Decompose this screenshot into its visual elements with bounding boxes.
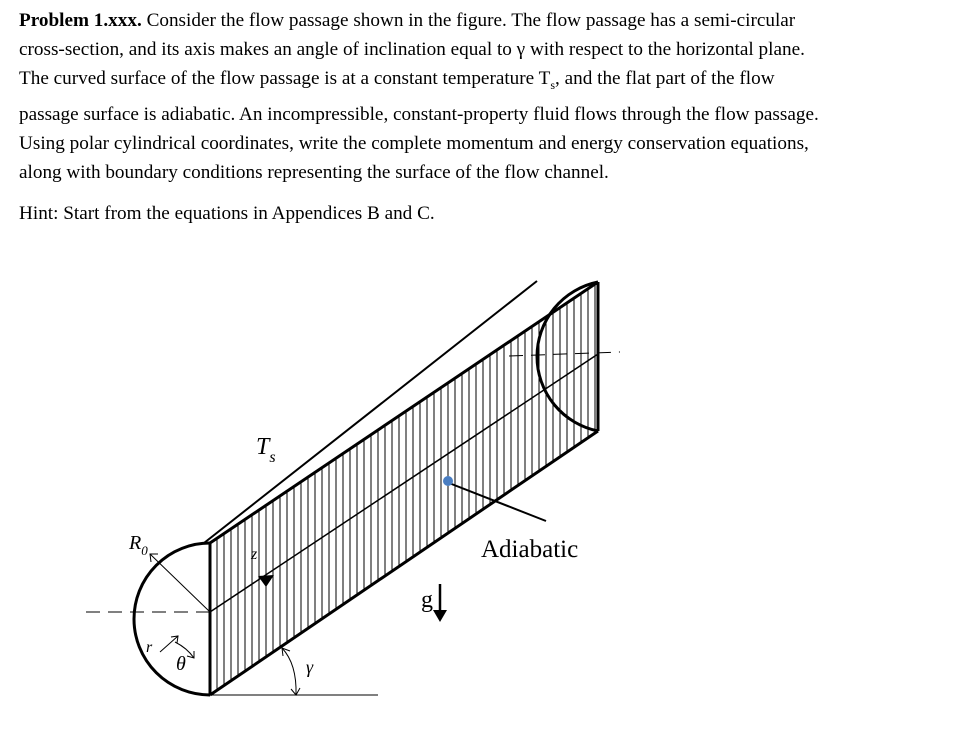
problem-line-4: passage surface is adiabatic. An incompressible, constant-property fluid flows through the flow passage.	[19, 103, 819, 125]
problem-line-3-text-b: , and the flat part of the flow	[555, 68, 775, 89]
gamma-angle-indicator	[210, 648, 378, 695]
theta-label: θ	[176, 653, 186, 675]
r0-label: $R_0$	[129, 532, 148, 558]
far-centerline	[509, 352, 620, 356]
problem-line-1-text: Consider the flow passage shown in the figure. The flow passage has a semi-circular	[141, 10, 796, 31]
r-label: r	[146, 639, 153, 656]
problem-label: Problem 1.xxx.	[19, 10, 142, 31]
z-label: z	[251, 546, 258, 563]
problem-line-5: Using polar cylindrical coordinates, write the complete momentum and energy conservation equations,	[19, 132, 809, 154]
radius-r0-arrow	[150, 554, 210, 612]
flat-face-top-edge	[210, 282, 598, 543]
channel-outline	[134, 281, 598, 695]
gravity-arrow	[433, 584, 447, 622]
channel-axis	[210, 354, 598, 612]
ts-label: $T_s$	[256, 434, 276, 466]
adiabatic-label: Adiabatic	[481, 536, 579, 563]
z-axis-arrow	[258, 575, 274, 587]
near-end-semicircle	[134, 543, 210, 695]
gamma-label: γ	[306, 657, 314, 677]
adiabatic-pointer-dot	[443, 476, 453, 486]
centerlines	[86, 352, 620, 612]
problem-line-3-subscript: s	[550, 77, 556, 92]
problem-line-6: along with boundary conditions representing the surface of the flow channel.	[19, 161, 609, 183]
problem-line-3-text-a: The curved surface of the flow passage is at a constant temperature T	[19, 68, 551, 89]
adiabatic-pointer	[443, 476, 546, 521]
problem-line-2: cross-section, and its axis makes an angle of inclination equal to γ with respect to the horizontal plane.	[19, 39, 805, 60]
flat-face-bottom-edge	[210, 431, 598, 695]
hint-text: Hint: Start from the equations in Appendices B and C.	[19, 203, 435, 224]
g-label: g	[421, 587, 433, 613]
